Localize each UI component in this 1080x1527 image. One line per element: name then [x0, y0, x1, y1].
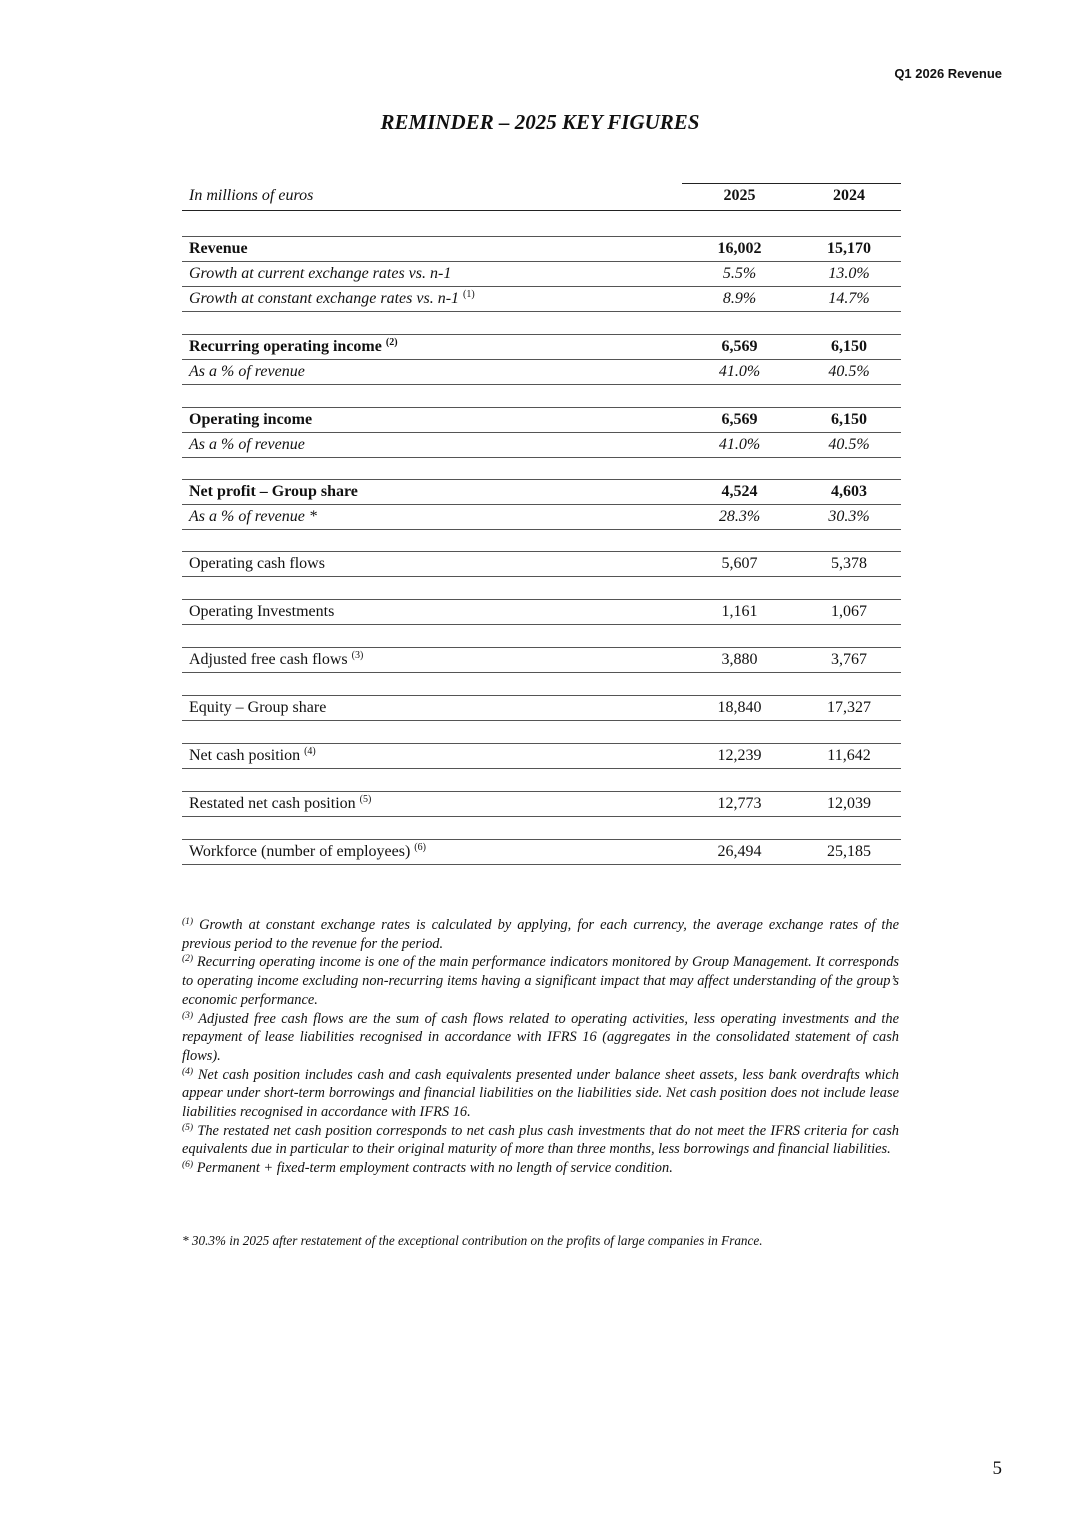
- value-2025: 16,002: [717, 240, 762, 257]
- table-row: [182, 236, 901, 262]
- footnote-4: $^{(4)}$ Net cash position includes cash and cash equivalents presented under balance sheet assets, less bank overdrafts which appear under short-term borrowings and financial liabilities on the liabilities side. Net cash position does not include lease liabilities recognised in accordance with IFRS 16.: [182, 1066, 899, 1121]
- value-2024: 40.5%: [828, 436, 870, 453]
- value-2025: 12,773: [717, 795, 762, 812]
- value-2025: 12,239: [717, 747, 762, 764]
- table-row: [182, 334, 901, 360]
- footnote-mark: (5): [182, 1122, 194, 1133]
- value-2024: 15,170: [827, 240, 871, 257]
- page-title: REMINDER – 2025 KEY FIGURES: [380, 110, 700, 134]
- row-label: As a % of revenue: [189, 363, 305, 380]
- footnote-mark: (2): [182, 954, 194, 965]
- table-row: [182, 743, 901, 769]
- value-2025: 6,569: [721, 338, 758, 355]
- footnote-6: $^{(6)}$ Permanent + fixed-term employment contracts with no length of service condition.: [182, 1160, 673, 1177]
- value-2024: 17,327: [827, 699, 871, 716]
- table-row: [182, 599, 901, 625]
- value-2025: 4,524: [721, 483, 758, 500]
- value-2025: 5.5%: [722, 265, 757, 282]
- value-2024: 6,150: [831, 411, 867, 428]
- table-row: [182, 551, 901, 577]
- row-label: Operating Investments: [189, 603, 335, 620]
- footnote-2: $^{(2)}$ Recurring operating income is one of the main performance indicators monitored by Group Management. It corresponds to operating income excluding non-recurring items having a significant impact that may affect understanding of the group’s economic performance.: [182, 954, 899, 1008]
- value-2025: 28.3%: [718, 508, 761, 525]
- value-2024: 25,185: [827, 843, 871, 860]
- row-label: Restated net cash position $^{(5)}$: [189, 794, 372, 812]
- column-header-2025: 2025: [723, 187, 756, 204]
- table-row: [182, 505, 901, 530]
- footnote-mark: (4): [182, 1066, 194, 1077]
- footnote-mark: (6): [182, 1160, 194, 1171]
- value-2024: 3,767: [831, 651, 867, 668]
- value-2025: 5,607: [721, 555, 758, 572]
- value-2025: 1,161: [721, 603, 758, 620]
- row-label: Recurring operating income $^{(2)}$: [189, 337, 398, 355]
- table-row: [182, 262, 901, 287]
- value-2025: 41.0%: [718, 363, 761, 380]
- footnote-1: $^{(1)}$ Growth at constant exchange rates is calculated by applying, for each currency, the average exchange rates of the previous period to the revenue for the period.: [182, 917, 900, 952]
- row-label: Net cash position $^{(4)}$: [189, 746, 316, 764]
- table-row: [182, 647, 901, 673]
- row-label: As a % of revenue: [189, 436, 305, 453]
- row-label: Equity – Group share: [189, 699, 327, 716]
- page-number: 5: [992, 1458, 1002, 1479]
- value-2024: 5,378: [831, 555, 867, 572]
- table-row: [182, 791, 901, 817]
- table-header-row: [182, 183, 901, 209]
- document-label: Q1 2026 Revenue: [894, 66, 1002, 81]
- row-label: Operating income: [189, 411, 313, 428]
- value-2025: 26,494: [717, 843, 762, 860]
- table-header-spacer: [182, 183, 901, 211]
- value-2024: 14.7%: [828, 290, 870, 307]
- value-2025: 18,840: [717, 699, 762, 716]
- footnote-5: $^{(5)}$ The restated net cash position corresponds to net cash plus cash investments that do not meet the IFRS criteria for cash equivalents due in particular to their original maturity of more than three months, less borrowings and financial liabilities.: [182, 1122, 899, 1158]
- row-label: As a % of revenue *: [189, 508, 317, 525]
- asterisk-note: * 30.3% in 2025 after restatement of the exceptional contribution on the profits of large companies in France.: [182, 1233, 763, 1248]
- footnotes: [182, 916, 899, 1178]
- value-2024: 6,150: [831, 338, 867, 355]
- row-label: Net profit – Group share: [189, 483, 358, 500]
- row-label: Revenue: [189, 240, 248, 257]
- row-label: Growth at current exchange rates vs. n-1: [189, 265, 452, 282]
- footnote-mark: (3): [182, 1010, 194, 1021]
- value-2025: 6,569: [721, 411, 758, 428]
- value-2024: 4,603: [831, 483, 867, 500]
- footnote-ref: (3): [351, 650, 364, 661]
- value-2025: 41.0%: [718, 436, 761, 453]
- value-2024: 30.3%: [828, 508, 870, 525]
- table-row: [182, 287, 901, 312]
- footnote-ref: (4): [304, 746, 316, 757]
- table-row: [182, 695, 901, 721]
- value-2024: 40.5%: [828, 363, 870, 380]
- footnote-mark: (1): [182, 917, 194, 927]
- column-header-2024: 2024: [833, 187, 865, 204]
- value-2024: 1,067: [831, 603, 867, 620]
- value-2024: 12,039: [827, 795, 871, 812]
- footnote-3: $^{(3)}$ Adjusted free cash flows are the sum of cash flows related to operating activities, less operating investments and the repayment of lease liabilities recognised in accordance with IFRS 16 (aggregates in the consolidated statement of cash flows).: [182, 1010, 899, 1064]
- table-row: [182, 433, 901, 458]
- table-row: [182, 407, 901, 433]
- footnote-ref: (5): [359, 794, 372, 805]
- row-label: Workforce (number of employees) $^{(6)}$: [189, 842, 426, 860]
- key-figures-table: [182, 183, 901, 865]
- value-2025: 3,880: [721, 651, 758, 668]
- value-2024: 13.0%: [828, 265, 870, 282]
- row-label: Growth at constant exchange rates vs. n-1 $^{(1)}$: [189, 289, 475, 307]
- footnote-ref: (6): [414, 842, 426, 853]
- table-row: [182, 360, 901, 385]
- value-2025: 8.9%: [722, 290, 757, 307]
- unit-label: In millions of euros: [189, 187, 314, 204]
- row-label: Adjusted free cash flows $^{(3)}$: [189, 650, 364, 668]
- table-row: [182, 839, 901, 865]
- footnote-ref: (2): [385, 337, 398, 348]
- table-row: [182, 479, 901, 505]
- footnote-ref: (1): [463, 289, 475, 300]
- row-label: Operating cash flows: [189, 555, 325, 572]
- value-2024: 11,642: [827, 747, 871, 764]
